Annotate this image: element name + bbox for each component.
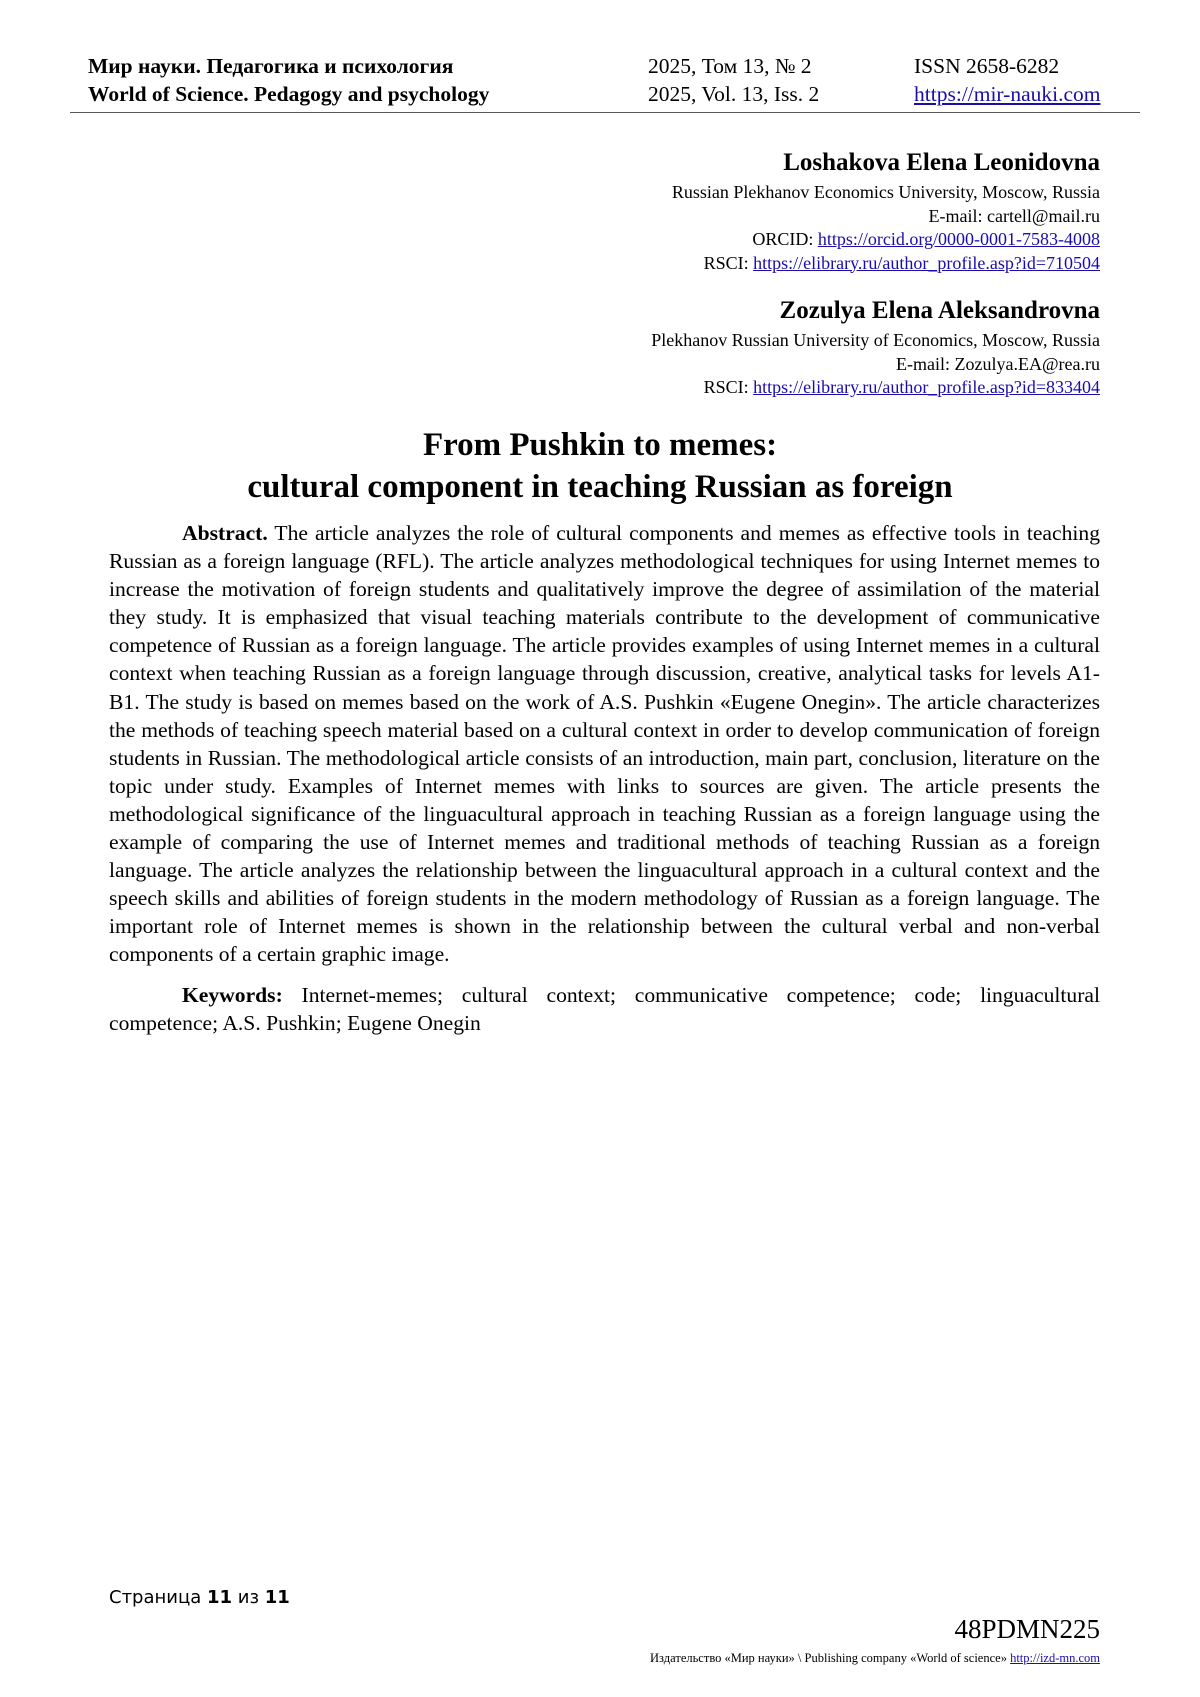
publisher-link[interactable]: http://izd-mn.com <box>1010 1651 1100 1665</box>
page-number <box>109 1587 290 1608</box>
author-1-name: Loshakova Elena Leonidovna <box>783 149 1100 176</box>
page-of: из <box>232 1587 265 1608</box>
keywords-label: Keywords: <box>182 982 283 1007</box>
publisher-line <box>650 1651 1100 1666</box>
article-title <box>100 424 1100 508</box>
author-2-rsci <box>651 376 1100 400</box>
article-code: 48PDMN225 <box>954 1614 1100 1644</box>
abstract-text: The article analyzes the role of cultural components and memes as effective tools in teaching Russian as a foreign language (RFL). The article analyzes methodological techniques for using Internet memes to increase the motivation of foreign students and qualitatively improve the degree of assimilation of the material they study. It is emphasized that visual teaching materials contribute to the development of communicative competence of Russian as a foreign language. The article provides examples of using Internet memes in a cultural context when teaching Russian as a foreign language through discussion, creative, analytical tasks for levels A1-B1. The study is based on memes based on the work of A.S. Pushkin «Eugene Onegin». The article characterizes the methods of teaching speech material based on a cultural context in order to develop communication of foreign students in Russian. The methodological article consists of an introduction, main part, conclusion, literature on the topic under study. Examples of Internet memes with links to sources are given. The article presents the methodological significance of the linguacultural approach in teaching Russian as a foreign language using the example of comparing the use of Internet memes and traditional methods of teaching Russian as a foreign language. The article analyzes the relationship between the linguacultural approach in a cultural context and the speech skills and abilities of foreign students in the modern methodology of Russian as a foreign language. The important role of Internet memes is shown in the relationship between the cultural verbal and non-verbal components of a certain graphic image. <box>109 521 1100 967</box>
abstract-paragraph <box>109 519 1100 969</box>
keywords-paragraph <box>109 981 1100 1037</box>
author-1 <box>672 147 1100 275</box>
author-1-orcid-link[interactable]: https://orcid.org/0000-0001-7583-4008 <box>817 229 1100 249</box>
header-row-ru <box>88 52 1118 80</box>
author-1-orcid <box>672 228 1100 252</box>
site-link-wrap <box>914 80 1118 108</box>
author-1-rsci <box>672 252 1100 276</box>
title-line-1: From Pushkin to memes: <box>422 427 778 463</box>
author-2-email: E-mail: Zozulya.EA@rea.ru <box>896 353 1100 374</box>
abstract-label: Abstract. <box>182 521 268 545</box>
title-line-2: cultural component in teaching Russian as foreign <box>247 469 953 505</box>
issue-en: 2025, Vol. 13, Iss. 2 <box>648 82 820 106</box>
header-divider <box>70 112 1140 113</box>
journal-title-en: World of Science. Pedagogy and psychology <box>88 82 490 106</box>
page-current: 11 <box>206 1587 233 1608</box>
keywords-text: Internet-memes; cultural context; communicative competence; code; linguacultural competence; A.S. Pushkin; Eugene Onegin <box>109 982 1100 1035</box>
orcid-label: ORCID: <box>752 229 818 249</box>
author-1-rsci-link[interactable]: https://elibrary.ru/author_profile.asp?id=710504 <box>753 252 1100 273</box>
author-1-email: E-mail: cartell@mail.ru <box>928 205 1100 226</box>
journal-title-ru: Мир науки. Педагогика и психология <box>88 54 454 78</box>
author-2 <box>651 295 1100 400</box>
author-2-name: Zozulya Elena Aleksandrovna <box>779 297 1100 324</box>
header-row-en <box>88 80 1118 108</box>
page-total: 11 <box>264 1587 290 1608</box>
abstract-section <box>109 519 1100 1037</box>
publisher-text: Издательство «Мир науки» \ Publishing company «World of science» <box>650 1651 1011 1665</box>
author-2-affiliation: Plekhanov Russian University of Economics, Moscow, Russia <box>651 330 1100 350</box>
issue-ru: 2025, Том 13, № 2 <box>648 54 812 78</box>
rsci-label: RSCI: <box>703 377 754 397</box>
site-link[interactable]: https://mir-nauki.com <box>914 82 1101 106</box>
page-word: Страница <box>109 1587 207 1608</box>
rsci-label: RSCI: <box>703 252 754 273</box>
journal-header <box>88 52 1118 108</box>
author-1-affiliation: Russian Plekhanov Economics University, Moscow, Russia <box>671 182 1100 202</box>
author-2-rsci-link[interactable]: https://elibrary.ru/author_profile.asp?id=833404 <box>753 377 1100 397</box>
issn: ISSN 2658-6282 <box>914 54 1060 78</box>
